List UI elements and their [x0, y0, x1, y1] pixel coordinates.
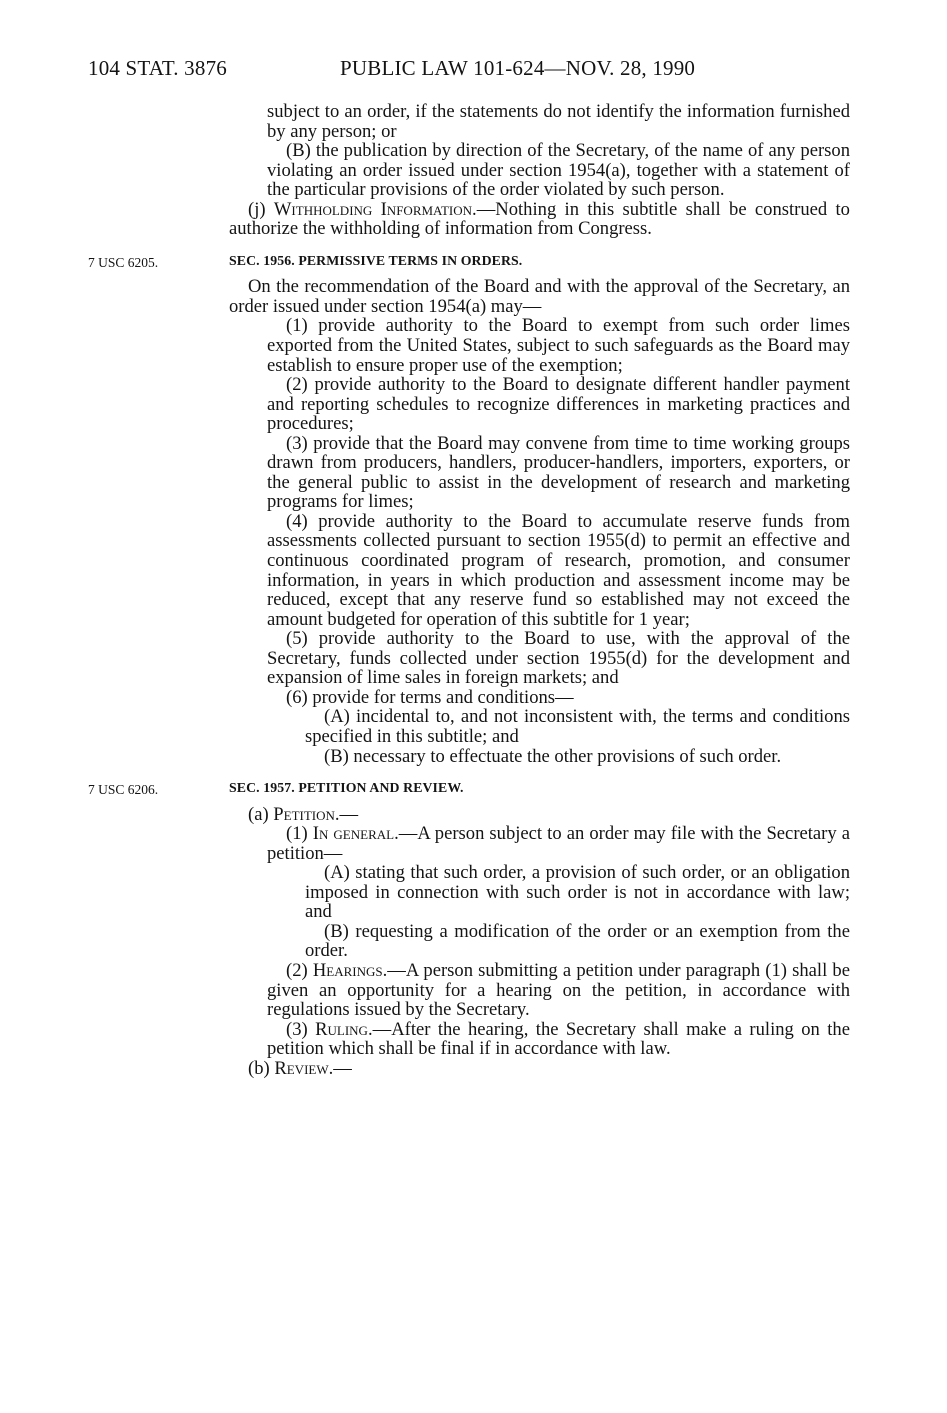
list-item-5: (5) provide authority to the Board to use, with the approval of the Secretary, funds collected under section 1955(d) for the development and expansion of lime sales in foreign markets; and	[267, 628, 850, 689]
list-item-3: (3) provide that the Board may convene from time to time working groups drawn from producers, handlers, producer-handlers, importers, exporters, or the general public to assist in the development of research and marketing programs for limes;	[267, 432, 850, 513]
page-reference: 104 STAT. 3876	[88, 56, 227, 80]
paragraph-heading: In general	[312, 823, 395, 845]
list-item-6A: (A) incidental to, and not inconsistent with, the terms and conditions specified in this subtitle; and	[305, 706, 850, 747]
law-title: PUBLIC LAW 101-624—NOV. 28, 1990	[340, 56, 696, 80]
paragraph-heading: Ruling	[315, 1018, 368, 1040]
list-item-4: (4) provide authority to the Board to accumulate reserve funds from assessments collected pursuant to section 1955(d) to permit an effective and continuous coordinated program of research, promotion, and consumer information, in years in which production and assessment income may be reduced, except that any reserve fund so established may not exceed the amount budgeted for operation of this subtitle for 1 year;	[267, 510, 850, 630]
paragraph-heading: Review	[274, 1057, 329, 1079]
paragraph-label: (j)	[248, 198, 274, 220]
paragraph-label: (a)	[248, 803, 274, 825]
paragraph-j-withholding	[229, 200, 850, 239]
paragraph-text: .—A person submitting a petition under paragraph (1) shall be given an opportunity for a hearing on the petition, in accordance with regulations issued by the Secretary.	[267, 959, 850, 1021]
paragraph-dash: .—	[334, 803, 359, 825]
paragraph-text: .—A person subject to an order may file with the Secretary a petition—	[267, 823, 850, 864]
section-1957-heading	[88, 778, 850, 798]
paragraph-label: (b)	[248, 1057, 275, 1079]
subsection-a-petition	[229, 805, 850, 825]
section-1956-heading	[88, 251, 850, 271]
document-body	[88, 101, 850, 1079]
paragraph-label: (3)	[286, 1018, 316, 1040]
paragraph-continuation: subject to an order, if the statements do not identify the information furnished by any person; or	[267, 101, 850, 142]
list-item-1: (1) provide authority to the Board to exempt from such order limes exported from the United States, subject to such safeguards as the Board may establish to ensure proper use of the exemption;	[267, 315, 850, 376]
subsection-b-review	[229, 1059, 850, 1079]
list-item-6: (6) provide for terms and conditions—	[286, 686, 574, 708]
paragraph-a1A: (A) stating that such order, a provision of such order, or an obligation imposed in connection with such order is not in accordance with law; and	[305, 862, 850, 923]
paragraph-label: (2)	[286, 959, 313, 981]
paragraph-a3-ruling	[229, 1020, 850, 1059]
section-heading-text: SEC. 1957. PETITION AND REVIEW.	[229, 780, 464, 796]
section-heading-text: SEC. 1956. PERMISSIVE TERMS IN ORDERS.	[229, 252, 523, 268]
paragraph-heading: Withholding Information	[273, 198, 473, 220]
paragraph-heading: Petition	[273, 803, 335, 825]
paragraph-text: .—Nothing in this subtitle shall be construed to authorize the withholding of information from Congress.	[229, 198, 850, 240]
paragraph-a1-general	[229, 824, 850, 863]
page-header	[88, 56, 947, 84]
paragraph-a2-hearings	[229, 961, 850, 1020]
paragraph-label: (1)	[286, 823, 313, 845]
margin-note-usc-6206: 7 USC 6206.	[88, 782, 159, 798]
section-1956-intro: On the recommendation of the Board and with the approval of the Secretary, an order issued under section 1954(a) may—	[229, 276, 850, 317]
paragraph-heading: Hearings	[312, 959, 383, 981]
paragraph-a1B: (B) requesting a modification of the order or an exemption from the order.	[305, 920, 850, 962]
paragraph-B-publication: (B) the publication by direction of the Secretary, of the name of any person violating an order issued under section 1954(a), together with a statement of the particular provisions of the order violated by such person.	[267, 140, 850, 201]
list-item-6B: (B) necessary to effectuate the other provisions of such order.	[324, 745, 782, 767]
list-item-2: (2) provide authority to the Board to designate different handler payment and reporting schedules to recognize differences in marketing practices and procedures;	[267, 374, 850, 435]
margin-note-usc-6205: 7 USC 6205.	[88, 254, 159, 270]
paragraph-text: .—After the hearing, the Secretary shall make a ruling on the petition which shall be final if in accordance with law.	[267, 1018, 850, 1060]
paragraph-dash: .—	[328, 1057, 352, 1079]
